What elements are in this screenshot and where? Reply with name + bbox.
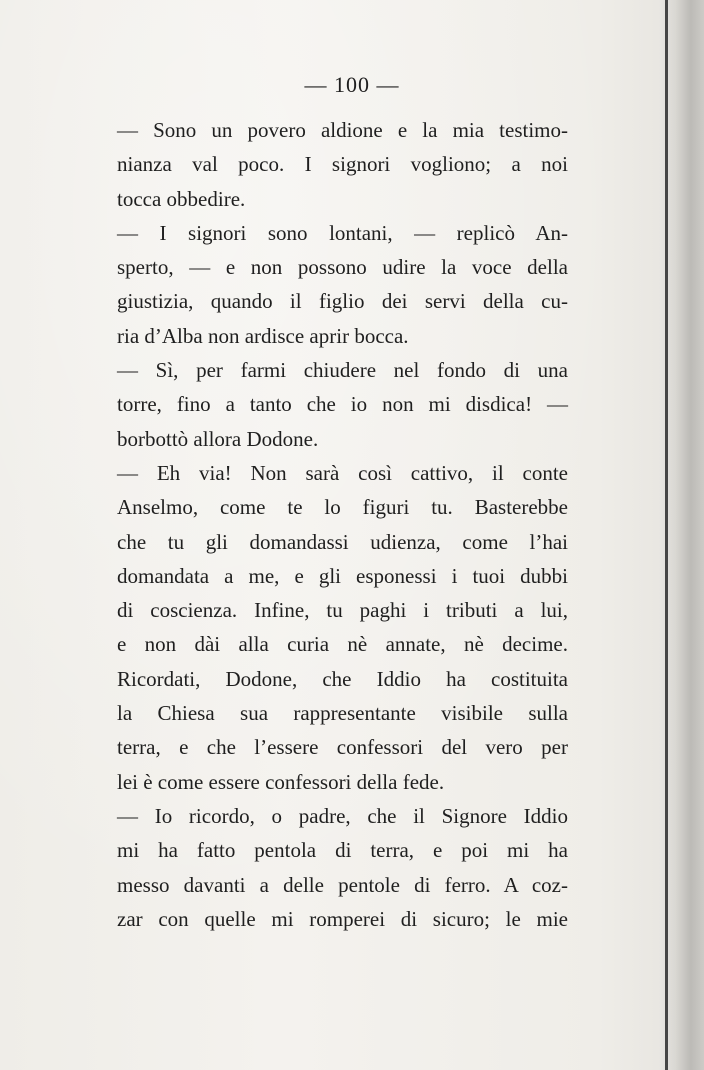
text-line: lei è come essere confessori della fede. bbox=[117, 769, 445, 794]
text-line: ria d’Alba non ardisce aprir bocca. bbox=[117, 323, 409, 348]
text-line: giustizia, quando il figlio dei servi della cu- bbox=[117, 289, 568, 314]
text-line: tocca obbedire. bbox=[117, 186, 246, 211]
text-line: e non dài alla curia nè annate, nè decime. bbox=[117, 632, 568, 657]
text-line: torre, fino a tanto che io non mi disdica! — bbox=[117, 392, 568, 417]
page-number: — 100 — bbox=[304, 72, 400, 97]
text-line: di coscienza. Infine, tu paghi i tributi a lui, bbox=[117, 598, 568, 623]
text-line: che tu gli domandassi udienza, come l’hai bbox=[117, 529, 568, 554]
body-text bbox=[117, 113, 568, 936]
text-line: mi ha fatto pentola di terra, e poi mi ha bbox=[117, 838, 568, 863]
text-line: domandata a me, e gli esponessi i tuoi dubbi bbox=[117, 563, 568, 588]
text-line: sperto, — e non possono udire la voce della bbox=[117, 255, 568, 280]
spine-edge bbox=[665, 0, 668, 1070]
text-line: zar con quelle mi romperei di sicuro; le mie bbox=[117, 906, 568, 931]
text-line: — Sì, per farmi chiudere nel fondo di una bbox=[117, 358, 568, 383]
text-line: messo davanti a delle pentole di ferro. A coz- bbox=[117, 872, 568, 897]
text-line: terra, e che l’essere confessori del vero per bbox=[117, 735, 568, 760]
text-line: — Sono un povero aldione e la mia testimo- bbox=[117, 118, 568, 142]
text-line: borbottò allora Dodone. bbox=[117, 426, 319, 451]
text-line: nianza val poco. I signori vogliono; a noi bbox=[117, 152, 568, 177]
text-line: — Eh via! Non sarà così cattivo, il conte bbox=[117, 460, 568, 485]
text-line: Anselmo, come te lo figuri tu. Basterebbe bbox=[117, 495, 568, 520]
text-line: la Chiesa sua rappresentante visibile sulla bbox=[117, 701, 568, 726]
text-line: — Io ricordo, o padre, che il Signore Iddio bbox=[117, 803, 568, 828]
text-line: — I signori sono lontani, — replicò An- bbox=[117, 220, 568, 245]
text-line: Ricordati, Dodone, che Iddio ha costituita bbox=[117, 666, 568, 691]
